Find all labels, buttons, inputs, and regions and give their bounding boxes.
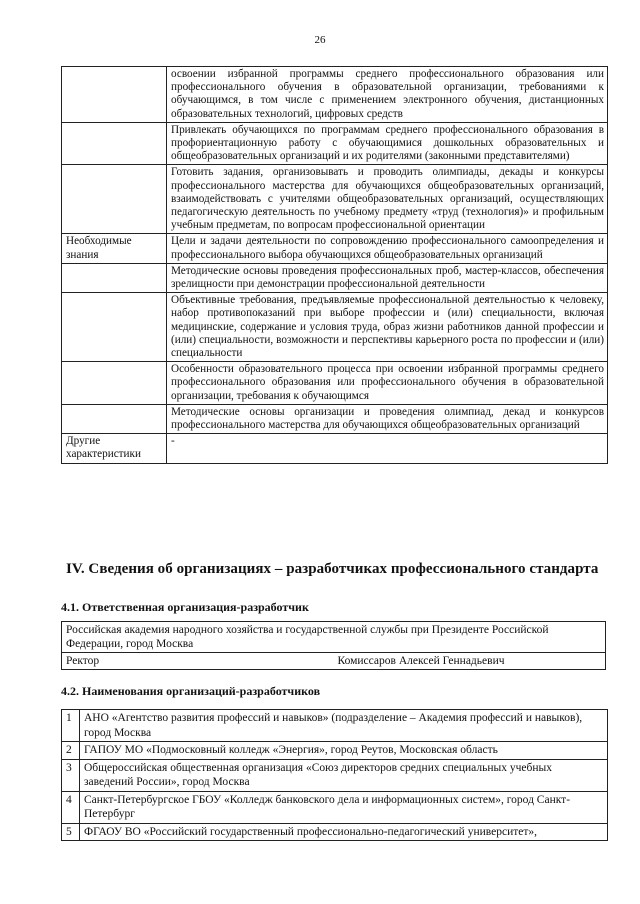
responsible-org-position: Ректор [62,653,334,670]
row-number: 4 [62,791,80,823]
developer-name: Санкт-Петербургское ГБОУ «Колледж банковского дела и информационных систем», город Санкт-Петербург [80,791,608,823]
table-row [62,165,608,234]
table-row [62,362,608,405]
row-number: 2 [62,742,80,760]
competencies-table [61,66,608,464]
row-label [62,362,167,405]
table-row [62,293,608,362]
row-label [62,67,167,123]
row-number: 3 [62,759,80,791]
table-row [62,263,608,292]
row-text: Привлекать обучающихся по программам среднего профессионального образования в профориентационную работу с обучающимися дошкольных образовательных и общеобразовательных организаций и их родителями (законными представителями) [167,122,608,165]
table-row [62,234,608,263]
developers-table [61,709,608,841]
table-row [62,67,608,123]
row-label [62,165,167,234]
table-row [62,404,608,433]
row-text: Цели и задачи деятельности по сопровождению профессионального самоопределения и профессионального выбора обучающихся общеобразовательных организаций [167,234,608,263]
developer-name: АНО «Агентство развития профессий и навыков» (подразделение – Академия профессий и навыков), город Москва [80,710,608,742]
table-row [62,622,606,653]
developer-name: ФГАОУ ВО «Российский государственный профессионально-педагогический университет», [80,823,608,841]
row-text: освоении избранной программы среднего профессионального образования или профессионального обучения в образовательной организации, требованиями к обучающимся, в том числе с применением электронного обучения, дистанционных образовательных технологий, цифровых средств [167,67,608,123]
table-row [62,710,608,742]
row-label-other-characteristics: Другие характеристики [62,434,167,463]
responsible-org-person: Комиссаров Алексей Геннадьевич [334,653,606,670]
row-text: Готовить задания, организовывать и проводить олимпиады, декады и конкурсы профессионального мастерства для обучающихся общеобразовательных организаций, взаимодействовать с учителями общеобразовательных организаций, осуществляющих педагогическую деятельность по учебному предмету «труд (технология)» и профильным учебным предметам, по вопросам профессиональной ориентации [167,165,608,234]
row-text: - [167,434,608,463]
section-title: IV. Сведения об организациях – разработчиках профессионального стандарта [66,561,599,577]
developer-name: Общероссийская общественная организация «Союз директоров средних специальных учебных заведений России», город Москва [80,759,608,791]
row-number: 5 [62,823,80,841]
table-row [62,653,606,670]
row-label-required-knowledge: Необходимые знания [62,234,167,263]
developer-name: ГАПОУ МО «Подмосковный колледж «Энергия», город Реутов, Московская область [80,742,608,760]
row-number: 1 [62,710,80,742]
responsible-org-table [61,621,606,670]
table-row [62,122,608,165]
page-number: 26 [314,34,326,46]
row-label [62,263,167,292]
responsible-org-name: Российская академия народного хозяйства и государственной службы при Президенте Российской Федерации, город Москва [62,622,606,653]
row-text: Особенности образовательного процесса при освоении избранной программы среднего профессионального образования или профессионального обучения в образовательной организации, требования к обучающимся [167,362,608,405]
subsection-heading-responsible: 4.1. Ответственная организация-разработчик [61,600,309,614]
table-row [62,823,608,841]
table-row [62,791,608,823]
row-label [62,293,167,362]
table-row [62,434,608,463]
row-label [62,122,167,165]
row-text: Методические основы организации и проведения олимпиад, декад и конкурсов профессионального мастерства для обучающихся общеобразовательных организаций [167,404,608,433]
table-row [62,759,608,791]
subsection-heading-developers: 4.2. Наименования организаций-разработчиков [61,684,321,698]
table-row [62,742,608,760]
row-text: Объективные требования, предъявляемые профессиональной деятельностью к человеку, набор противопоказаний при выборе профессии и (или) специальности, включая медицинские, содержание и условия труда, образ жизни работников данной профессии и (или) специальности, возможности и перспективы карьерного роста по профессии и (или) специальности [167,293,608,362]
row-label [62,404,167,433]
row-text: Методические основы проведения профессиональных проб, мастер-классов, обеспечения зрелищности при демонстрации профессиональной деятельности [167,263,608,292]
